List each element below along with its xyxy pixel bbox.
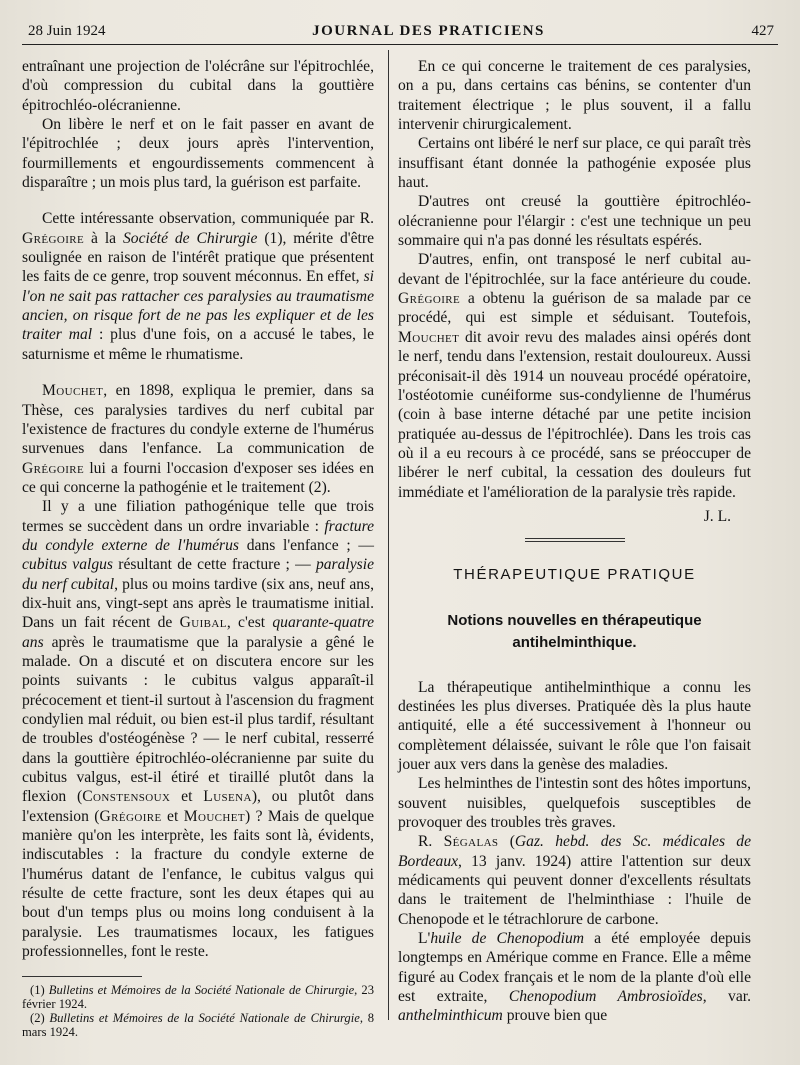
section-title: THÉRAPEUTIQUE PRATIQUE — [453, 566, 696, 584]
author-name: Grégoire — [398, 290, 461, 308]
header-rule — [22, 44, 778, 45]
author-name: Mouchet — [42, 382, 104, 400]
paragraph: R. Ségalas (Gaz. hebd. des Sc. médicales de Bordeaux, 13 janv. 1924) attire l'attention sur deux médicaments qui peuvent donner d'excellents résultats dans le traitement de l'helminthiase : l'huile de Chenopode et le tétrachlorure de carbone. — [398, 833, 751, 928]
paragraph: D'autres, enfin, ont transposé le nerf cubital au-devant de l'épitrochlée, sur la face antérieure du coude. Grégoire a obtenu la guérison de sa malade par ce procédé, qui est simple et séduisant. Toutefois, Mouchet dit avoir revu des malades ainsi opérés dont le nerf, tendu dans l'extension, restait douloureux. Aussi préconisait-il dès 1914 un nouveau procédé opératoire, l'ostéotomie cunéiforme sus-condylienne de l'humérus (coin à base interne détaché par une petite incision pratiquée au-dessus de l'épitrochlée). Dans les trois cas où il a eu recours à ce procédé, sans se préoccuper de libérer le nerf cubital, la cessation des douleurs fut immédiate et l'amélioration de la paralysie très rapide. — [398, 251, 751, 501]
footnote: (2) Bulletins et Mémoires de la Société Nationale de Chirurgie, 8 mars 1924. — [22, 1011, 375, 1040]
footnotes — [22, 983, 374, 1039]
paragraph: Les helminthes de l'intestin sont des hôtes importuns, souvent nuisibles, quelquefois susceptibles de provoquer des troubles très graves. — [398, 775, 751, 831]
paragraph: Cette intéressante observation, communiquée par R. Grégoire à la Société de Chirurgie (1), mérite d'être soulignée en raison de l'intérêt pratique que présentent les faits de ce genre, trop souvent méconnus. En effet, si l'on ne sait pas rattacher ces paralysies au traumatisme ancien, on risque fort de ne pas les expliquer et de les traiter mal : plus d'une fois, on a accusé le tabes, le saturnisme et même le rhumatisme. — [22, 210, 374, 363]
signature: J. L. — [703, 507, 731, 525]
author-name: Lusena — [203, 788, 252, 806]
paragraph: La thérapeutique antihelminthique a connu les destinées les plus diverses. Pratiquée dès la plus haute antiquité, elle a été successivement à l'honneur ou complètement délaissée, suivant le rôle que l'on faisait jouer aux vers dans la genèse des maladies. — [398, 678, 751, 773]
paragraph: L'huile de Chenopodium a été employée depuis longtemps en Amérique comme en France. Elle a même figuré au Codex français et le nom de la plante d'où elle est extraite, Chenopodium Ambrosioïdes, var. anthelminthicum prouve bien que — [398, 930, 751, 1025]
author-name: Grégoire — [22, 229, 85, 247]
author-name: Guibal — [179, 614, 227, 632]
paragraph: entraînant une projection de l'olécrâne sur l'épitrochlée, d'où compression du cubital dans la gouttière épitrochléo-olécranienne. — [22, 58, 374, 114]
author-name: Grégoire — [99, 807, 162, 825]
paragraph: Certains ont libéré le nerf sur place, ce qui paraît très insuffisant étant donnée la pathogénie exposée plus haut. — [398, 135, 751, 192]
left-column — [22, 57, 374, 1039]
page-header — [28, 20, 774, 42]
author-name: Mouchet — [398, 328, 460, 346]
author-name: Constensoux — [82, 788, 171, 806]
paragraph: Mouchet, en 1898, expliqua le premier, dans sa Thèse, ces paralysies tardives du nerf cubital par l'existence de fractures du condyle externe de l'humérus survenues dans l'enfance. La communication de Grégoire lui a fourni l'occasion d'exposer ses idées en ce qui concerne la pathogénie et le traitement (2). — [22, 382, 374, 496]
footnote-rule — [22, 976, 142, 977]
author-name: Mouchet — [183, 807, 245, 825]
journal-title: JOURNAL DES PRATICIENS — [312, 22, 545, 39]
paragraph: On libère le nerf et on le fait passer en avant de l'épitrochlée ; deux jours après l'intervention, fourmillements et engourdissements commencent à disparaître ; un mois plus tard, la guérison est parfaite. — [22, 116, 374, 192]
right-column — [398, 57, 751, 1026]
header-date: 28 Juin 1924 — [28, 22, 106, 39]
article-title: Notions nouvelles en thérapeutique antihelminthique. — [447, 611, 702, 651]
column-divider — [388, 50, 389, 1020]
page-number: 427 — [751, 22, 774, 39]
paragraph: En ce qui concerne le traitement de ces paralysies, on a pu, dans certains cas bénins, se contenter d'un traitement électrique ; le plus souvent, il a fallu intervenir chirurgicalement. — [398, 58, 751, 134]
section-divider — [525, 538, 625, 542]
author-name: Ségalas — [443, 833, 499, 851]
paragraph: Il y a une filiation pathogénique telle que trois termes se succèdent dans un ordre invariable : fracture du condyle externe de l'humérus dans l'enfance ; — cubitus valgus résultant de cette fracture ; — paralysie du nerf cubital, plus ou moins tardive (six ans, neuf ans, dix-huit ans, vingt-sept ans après le traumatisme initial. Dans un fait récent de Guibal, c'est quarante-quatre ans après le traumatisme que la paralysie a gêné le malade. On a discuté et on discutera encore sur les points suivants : le cubitus valgus apparaît-il précocement et tient-il surtout à l'ascension du fragment condylien mal réduit, ou bien est-il plus tardif, résultant de troubles d'ostéogénèse ? — le nerf cubital, resserré dans la gouttière épitrochléo-olécranienne par suite du cubitus valgus, est-il étiré et tiraillé plutôt dans la flexion (Constensoux et Lusena), ou plutôt dans l'extension (Grégoire et Mouchet) ? Mais de quelque manière qu'on les interprète, les faits sont là, évidents, indiscutables : la fracture du condyle externe de l'humérus datant de l'enfance, le cubitus valgus qui résulte de cette fracture, sont les deux étapes qui au bout d'un temps plus ou moins long conduisent à la paralysie. Les traumatismes locaux, les fatigues professionnelles, font le reste. — [22, 498, 375, 961]
author-name: Grégoire — [22, 459, 85, 477]
paragraph: D'autres ont creusé la gouttière épitrochléo-olécranienne pour l'élargir : c'est une technique un peu sommaire qui n'a pas donné les résultats espérés. — [398, 193, 751, 250]
footnote: (1) Bulletins et Mémoires de la Société Nationale de Chirurgie, 23 février 1924. — [22, 983, 375, 1012]
